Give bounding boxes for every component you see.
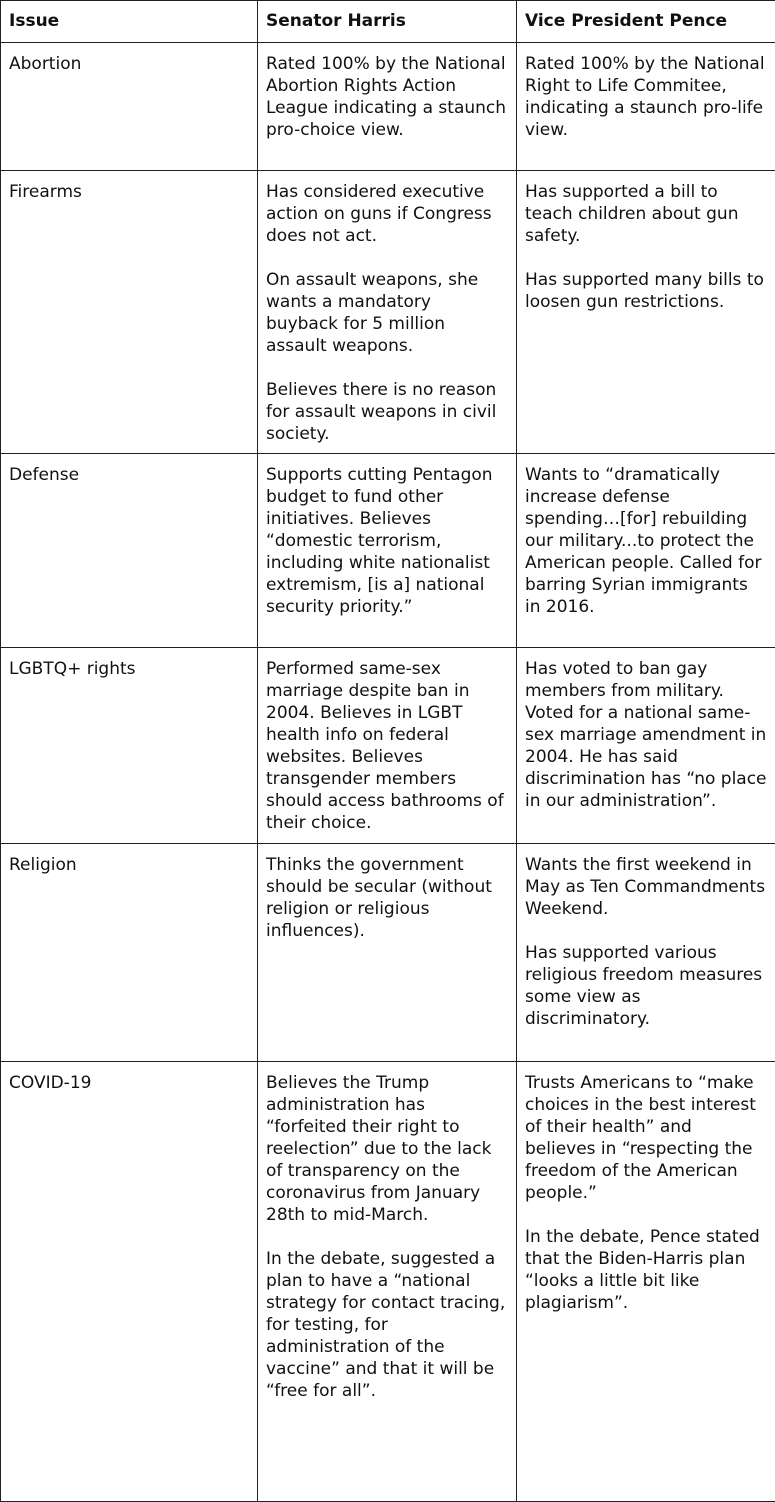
pence-cell: [517, 171, 775, 454]
table-row: [1, 454, 775, 648]
pence-paragraph: Has voted to ban gay members from military. Voted for a national same-sex marriage amendment in 2004. He has said discrimination has “no place in our administration”.: [525, 658, 767, 812]
pence-paragraph: Trusts Americans to “make choices in the best interest of their health” and believes in “respecting the freedom of the American people.”: [525, 1072, 767, 1204]
pence-cell: [517, 43, 775, 171]
pence-cell: [517, 1062, 775, 1502]
pence-paragraph: Has supported various religious freedom measures some view as discriminatory.: [525, 942, 767, 1030]
harris-paragraph: Rated 100% by the National Abortion Rights Action League indicating a staunch pro-choice view.: [266, 53, 508, 141]
pence-paragraph: In the debate, Pence stated that the Biden-Harris plan “looks a little bit like plagiarism”.: [525, 1226, 767, 1314]
harris-cell: [258, 648, 517, 844]
harris-cell: [258, 1062, 517, 1502]
pence-paragraph: Wants to “dramatically increase defense spending…[for] rebuilding our military...to protect the American people. Called for barring Syrian immigrants in 2016.: [525, 464, 767, 618]
issue-cell: LGBTQ+ rights: [1, 648, 258, 844]
issue-cell: COVID-19: [1, 1062, 258, 1502]
header-row: [1, 1, 775, 43]
issue-cell: Religion: [1, 844, 258, 1062]
harris-paragraph: Has considered executive action on guns if Congress does not act.: [266, 181, 508, 247]
harris-paragraph: Believes there is no reason for assault weapons in civil society.: [266, 379, 508, 445]
pence-paragraph: Rated 100% by the National Right to Life Commitee, indicating a staunch pro-life view.: [525, 53, 767, 141]
issue-cell: Abortion: [1, 43, 258, 171]
table-row: [1, 648, 775, 844]
table-row: [1, 844, 775, 1062]
pence-paragraph: Has supported a bill to teach children about gun safety.: [525, 181, 767, 247]
harris-cell: [258, 43, 517, 171]
issue-cell: Firearms: [1, 171, 258, 454]
harris-cell: [258, 844, 517, 1062]
pence-paragraph: Wants the first weekend in May as Ten Commandments Weekend.: [525, 854, 767, 920]
header-issue: Issue: [1, 1, 258, 43]
harris-paragraph: In the debate, suggested a plan to have a “national strategy for contact tracing, for testing, for administration of the vaccine” and that it will be “free for all”.: [266, 1248, 508, 1402]
pence-cell: [517, 454, 775, 648]
harris-paragraph: Believes the Trump administration has “forfeited their right to reelection” due to the lack of transparency on the coronavirus from January 28th to mid-March.: [266, 1072, 508, 1226]
pence-cell: [517, 648, 775, 844]
harris-cell: [258, 454, 517, 648]
table-row: [1, 171, 775, 454]
harris-paragraph: Thinks the government should be secular (without religion or religious influences).: [266, 854, 508, 942]
table-row: [1, 43, 775, 171]
pence-cell: [517, 844, 775, 1062]
header-senator-harris: Senator Harris: [258, 1, 517, 43]
pence-paragraph: Has supported many bills to loosen gun restrictions.: [525, 269, 767, 313]
issue-cell: Defense: [1, 454, 258, 648]
harris-paragraph: Supports cutting Pentagon budget to fund other initiatives. Believes “domestic terrorism, including white nationalist extremism, [is a] national security priority.”: [266, 464, 508, 618]
harris-paragraph: On assault weapons, she wants a mandatory buyback for 5 million assault weapons.: [266, 269, 508, 357]
harris-cell: [258, 171, 517, 454]
table-row: [1, 1062, 775, 1502]
harris-paragraph: Performed same-sex marriage despite ban in 2004. Believes in LGBT health info on federal websites. Believes transgender members should access bathrooms of their choice.: [266, 658, 508, 834]
header-vice-president-pence: Vice President Pence: [517, 1, 775, 43]
